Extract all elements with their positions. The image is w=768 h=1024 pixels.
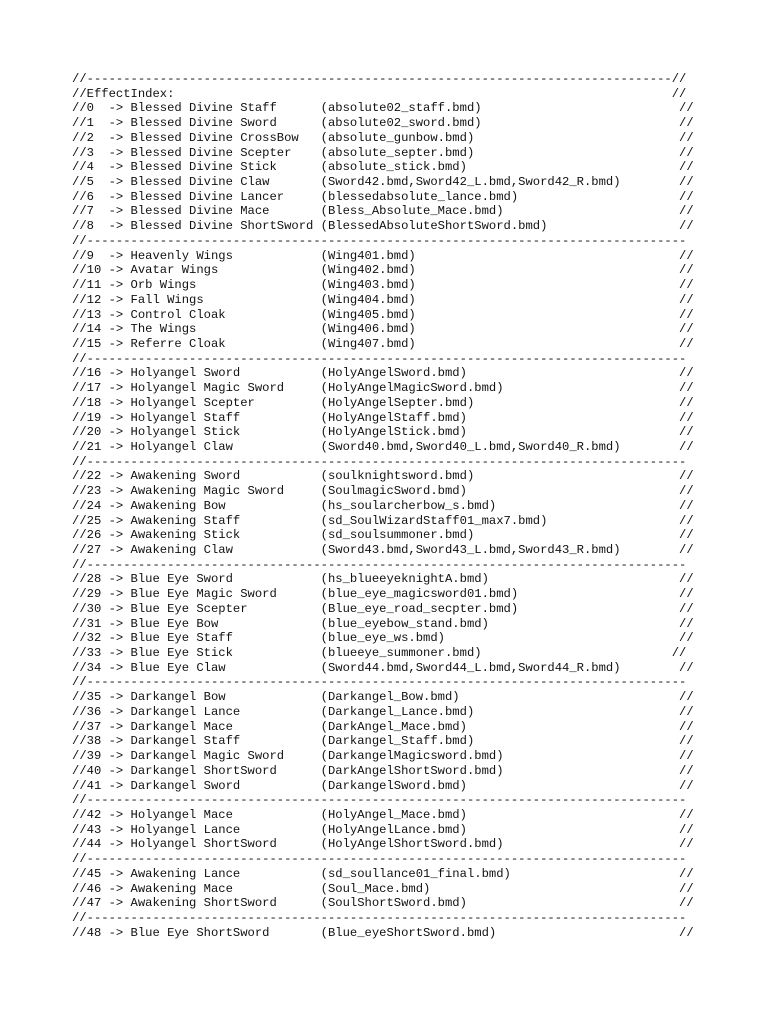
effect-entry-19: //19 -> Holyangel Staff (HolyAngelStaff.bmd) //	[72, 410, 694, 425]
effect-entry-41: //41 -> Darkangel Sword (DarkangelSword.bmd) //	[72, 778, 694, 793]
effect-entry-25: //25 -> Awakening Staff (sd_SoulWizardStaff01_max7.bmd) //	[72, 513, 694, 528]
effect-index-title: //EffectIndex: //	[72, 86, 687, 101]
effect-entry-0: //0 -> Blessed Divine Staff (absolute02_staff.bmd) //	[72, 101, 694, 116]
effect-entry-6: //6 -> Blessed Divine Lancer (blessedabsolute_lance.bmd) //	[72, 189, 694, 204]
effect-entry-42: //42 -> Holyangel Mace (HolyAngel_Mace.bmd) //	[72, 807, 694, 822]
effect-entry-18: //18 -> Holyangel Scepter (HolyAngelSepter.bmd) //	[72, 395, 694, 410]
effect-entry-27: //27 -> Awakening Claw (Sword43.bmd,Sword43_L.bmd,Sword43_R.bmd) //	[72, 543, 694, 557]
section-divider: //----------------------------------------------------------------------------------	[72, 793, 687, 808]
effect-entry-8: //8 -> Blessed Divine ShortSword (BlessedAbsoluteShortSword.bmd) //	[72, 219, 694, 234]
effect-entry-43: //43 -> Holyangel Lance (HolyAngelLance.bmd) //	[72, 822, 694, 837]
effect-index-document	[72, 72, 712, 940]
effect-entry-22: //22 -> Awakening Sword (soulknightsword.bmd) //	[72, 469, 694, 484]
effect-entry-31: //31 -> Blue Eye Bow (blue_eyebow_stand.bmd) //	[72, 616, 694, 631]
effect-entry-13: //13 -> Control Cloak (Wing405.bmd) //	[72, 307, 694, 322]
effect-entry-39: //39 -> Darkangel Magic Sword (DarkangelMagicsword.bmd) //	[72, 749, 694, 764]
effect-entry-33: //33 -> Blue Eye Stick (blueeye_summoner.bmd) //	[72, 646, 687, 661]
section-divider: //----------------------------------------------------------------------------------	[72, 910, 687, 925]
effect-entry-37: //37 -> Darkangel Mace (DarkAngel_Mace.bmd) //	[72, 719, 694, 734]
effect-entry-26: //26 -> Awakening Stick (sd_soulsummoner.bmd) //	[72, 528, 694, 543]
effect-entry-15: //15 -> Referre Cloak (Wing407.bmd) //	[72, 336, 694, 351]
effect-entry-38: //38 -> Darkangel Staff (Darkangel_Staff.bmd) //	[72, 734, 694, 749]
effect-entry-14: //14 -> The Wings (Wing406.bmd) //	[72, 322, 694, 337]
effect-entry-16: //16 -> Holyangel Sword (HolyAngelSword.bmd) //	[72, 366, 694, 381]
effect-entry-4: //4 -> Blessed Divine Stick (absolute_stick.bmd) //	[72, 160, 694, 175]
effect-entry-3: //3 -> Blessed Divine Scepter (absolute_septer.bmd) //	[72, 145, 694, 160]
effect-entry-45: //45 -> Awakening Lance (sd_soullance01_final.bmd) //	[72, 866, 694, 881]
section-divider: //----------------------------------------------------------------------------------	[72, 675, 687, 690]
effect-entry-40: //40 -> Darkangel ShortSword (DarkAngelShortSword.bmd) //	[72, 763, 694, 778]
effect-entry-17: //17 -> Holyangel Magic Sword (HolyAngelMagicSword.bmd) //	[72, 381, 694, 396]
effect-entry-44: //44 -> Holyangel ShortSword (HolyAngelShortSword.bmd) //	[72, 837, 694, 852]
effect-entry-34: //34 -> Blue Eye Claw (Sword44.bmd,Sword44_L.bmd,Sword44_R.bmd) //	[72, 660, 694, 675]
section-divider: //----------------------------------------------------------------------------------	[72, 351, 687, 366]
effect-entry-1: //1 -> Blessed Divine Sword (absolute02_sword.bmd) //	[72, 116, 694, 131]
effect-entry-29: //29 -> Blue Eye Magic Sword (blue_eye_magicsword01.bmd) //	[72, 587, 694, 602]
section-divider: //----------------------------------------------------------------------------------	[72, 557, 687, 572]
section-divider: //----------------------------------------------------------------------------------	[72, 233, 687, 248]
effect-entry-48: //48 -> Blue Eye ShortSword (Blue_eyeShortSword.bmd) //	[72, 925, 694, 940]
effect-entry-2: //2 -> Blessed Divine CrossBow (absolute_gunbow.bmd) //	[72, 130, 694, 145]
effect-entry-11: //11 -> Orb Wings (Wing403.bmd) //	[72, 278, 694, 293]
effect-entry-12: //12 -> Fall Wings (Wing404.bmd) //	[72, 292, 694, 307]
section-divider: //----------------------------------------------------------------------------------	[72, 852, 687, 867]
effect-entry-21: //21 -> Holyangel Claw (Sword40.bmd,Sword40_L.bmd,Sword40_R.bmd) //	[72, 439, 694, 454]
section-divider: //----------------------------------------------------------------------------------	[72, 454, 687, 469]
effect-entry-7: //7 -> Blessed Divine Mace (Bless_Absolute_Mace.bmd) //	[72, 204, 694, 219]
effect-entry-30: //30 -> Blue Eye Scepter (Blue_eye_road_secpter.bmd) //	[72, 601, 694, 616]
effect-entry-23: //23 -> Awakening Magic Sword (SoulmagicSword.bmd) //	[72, 484, 694, 499]
effect-entry-47: //47 -> Awakening ShortSword (SoulShortSword.bmd) //	[72, 896, 694, 911]
effect-entry-35: //35 -> Darkangel Bow (Darkangel_Bow.bmd) //	[72, 690, 694, 705]
effect-entry-36: //36 -> Darkangel Lance (Darkangel_Lance.bmd) //	[72, 704, 694, 719]
effect-entry-10: //10 -> Avatar Wings (Wing402.bmd) //	[72, 263, 694, 278]
effect-entry-20: //20 -> Holyangel Stick (HolyAngelStick.bmd) //	[72, 425, 694, 440]
effect-entry-5: //5 -> Blessed Divine Claw (Sword42.bmd,Sword42_L.bmd,Sword42_R.bmd) //	[72, 175, 694, 190]
effect-entry-46: //46 -> Awakening Mace (Soul_Mace.bmd) //	[72, 881, 694, 896]
effect-entry-32: //32 -> Blue Eye Staff (blue_eye_ws.bmd) //	[72, 631, 694, 646]
header-divider: //--------------------------------------------------------------------------------//	[72, 72, 687, 86]
effect-entry-28: //28 -> Blue Eye Sword (hs_blueeyeknightA.bmd) //	[72, 572, 694, 587]
effect-entry-24: //24 -> Awakening Bow (hs_soularcherbow_s.bmd) //	[72, 498, 694, 513]
effect-entry-9: //9 -> Heavenly Wings (Wing401.bmd) //	[72, 248, 694, 263]
